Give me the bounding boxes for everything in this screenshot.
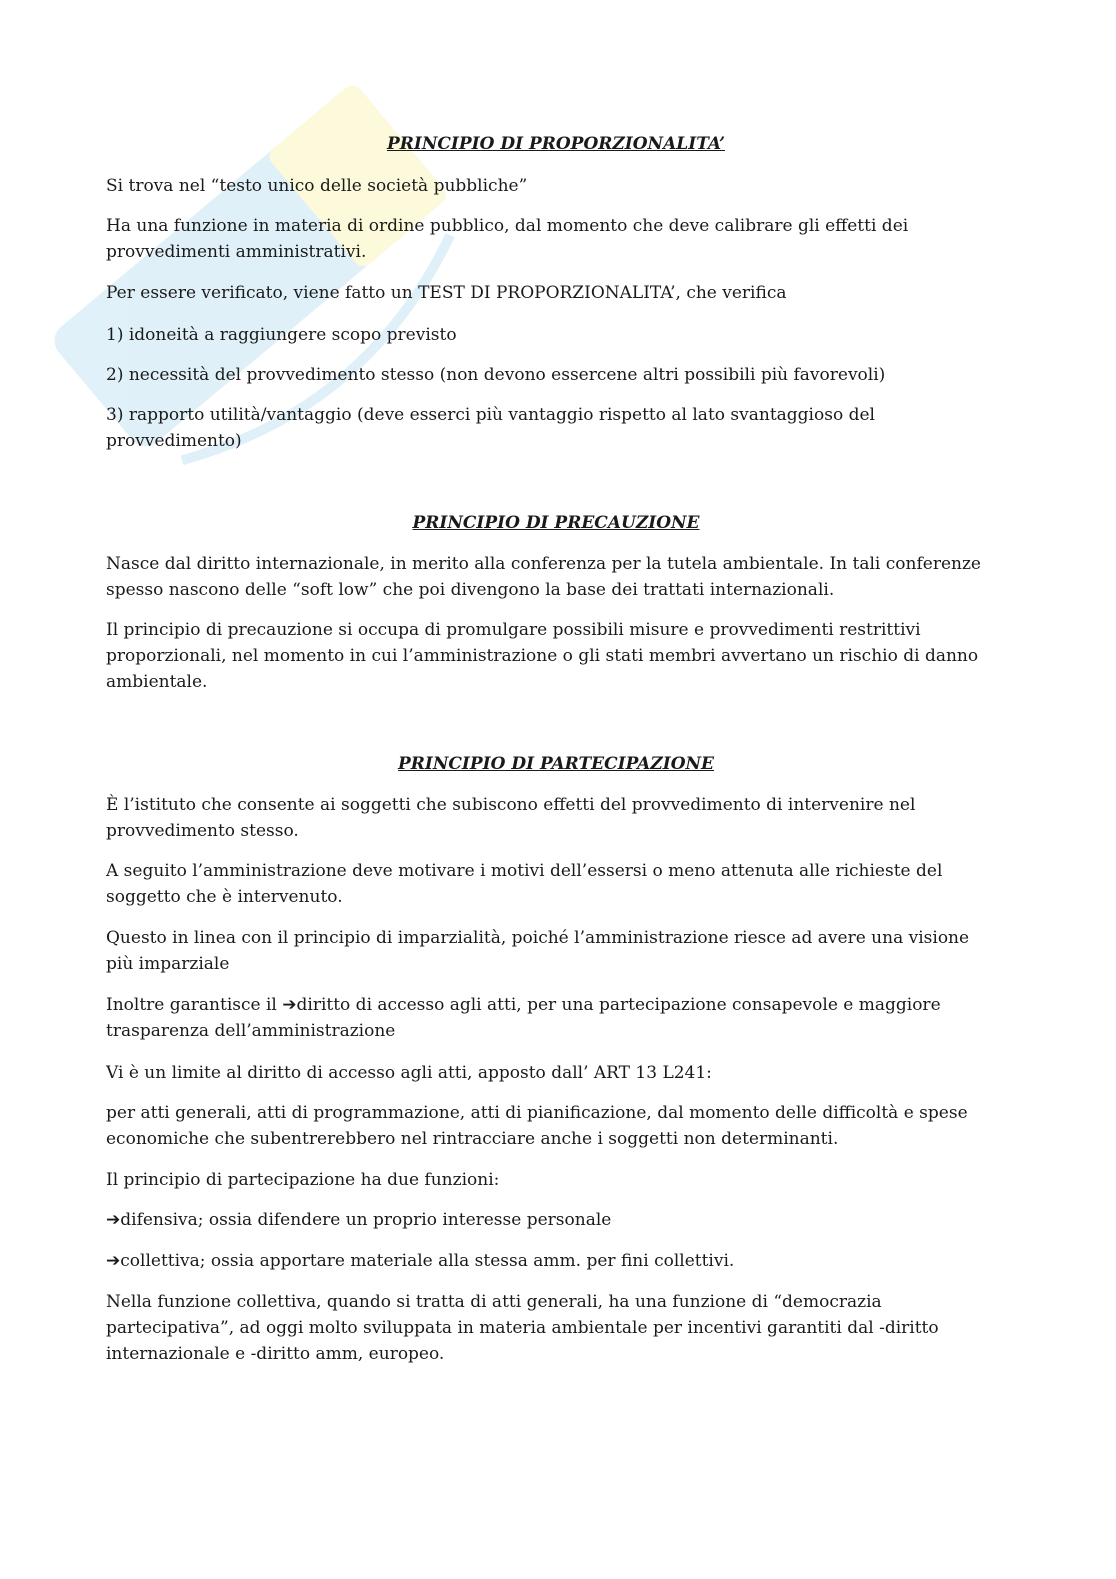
list-item bbox=[106, 1207, 1006, 1233]
list-item bbox=[106, 362, 1006, 388]
text-line: 1) idoneità a raggiungere scopo previsto bbox=[106, 325, 457, 345]
text-line: È l’istituto che consente ai soggetti che subiscono effetti del provvedimento di intervenire nel bbox=[106, 795, 916, 815]
arrow-right-icon: ➔ bbox=[106, 1251, 121, 1271]
paragraph bbox=[106, 1100, 1006, 1152]
text-line bbox=[106, 1248, 1006, 1274]
paragraph bbox=[106, 213, 1006, 265]
paragraph bbox=[106, 1167, 1006, 1193]
text-line: soggetto che è intervenuto. bbox=[106, 887, 343, 907]
paragraph bbox=[106, 792, 1006, 844]
paragraph bbox=[106, 551, 1006, 603]
list-item bbox=[106, 402, 1006, 454]
text-line: 3) rapporto utilità/vantaggio (deve esserci più vantaggio rispetto al lato svantaggioso del bbox=[106, 405, 875, 425]
arrow-right-icon: ➔ bbox=[282, 995, 297, 1015]
paragraph bbox=[106, 280, 1006, 306]
paragraph bbox=[106, 992, 1006, 1044]
paragraph bbox=[106, 858, 1006, 910]
text-line: provvedimento) bbox=[106, 431, 242, 451]
text-line: Questo in linea con il principio di imparzialità, poiché l’amministrazione riesce ad avere una visione bbox=[106, 928, 970, 948]
text-run: diritto di accesso agli atti, per una partecipazione consapevole e maggiore bbox=[296, 995, 941, 1015]
text-line: ambientale. bbox=[106, 672, 208, 692]
text-line: internazionale e -diritto amm, europeo. bbox=[106, 1344, 445, 1364]
text-run: Inoltre garantisce il bbox=[106, 995, 283, 1015]
list-item bbox=[106, 1248, 1006, 1274]
text-line: più imparziale bbox=[106, 954, 230, 974]
text-line: provvedimento stesso. bbox=[106, 821, 299, 841]
text-run: difensiva; ossia difendere un proprio interesse personale bbox=[120, 1210, 612, 1230]
section-title-precauzione: PRINCIPIO DI PRECAUZIONE bbox=[412, 513, 700, 533]
text-line: Il principio di precauzione si occupa di promulgare possibili misure e provvedimenti restrittivi bbox=[106, 620, 921, 640]
paragraph bbox=[106, 925, 1006, 977]
paragraph bbox=[106, 173, 1006, 199]
text-line: Per essere verificato, viene fatto un TEST DI PROPORZIONALITA’, che verifica bbox=[106, 283, 787, 303]
text-line: A seguito l’amministrazione deve motivare i motivi dell’essersi o meno attenuta alle richieste del bbox=[106, 861, 943, 881]
section-title-proporzionalita: PRINCIPIO DI PROPORZIONALITA’ bbox=[386, 134, 726, 154]
text-line: 2) necessità del provvedimento stesso (non devono essercene altri possibili più favorevoli) bbox=[106, 365, 886, 385]
text-line bbox=[106, 1207, 1006, 1233]
paragraph bbox=[106, 617, 1006, 695]
text-line: per atti generali, atti di programmazione, atti di pianificazione, dal momento delle difficoltà e spese bbox=[106, 1103, 968, 1123]
text-line bbox=[106, 992, 1006, 1018]
text-line: Si trova nel “testo unico delle società pubbliche” bbox=[106, 176, 528, 196]
text-line: Ha una funzione in materia di ordine pubblico, dal momento che deve calibrare gli effetti dei bbox=[106, 216, 909, 236]
text-line: economiche che subentrerebbero nel rintracciare anche i soggetti non determinanti. bbox=[106, 1129, 839, 1149]
paragraph bbox=[106, 1289, 1006, 1367]
text-line: spesso nascono delle “soft low” che poi divengono la base dei trattati internazionali. bbox=[106, 580, 835, 600]
text-line: Nasce dal diritto internazionale, in merito alla conferenza per la tutela ambientale. In tali conferenze bbox=[106, 554, 981, 574]
list-item bbox=[106, 322, 1006, 348]
text-line: Il principio di partecipazione ha due funzioni: bbox=[106, 1170, 500, 1190]
text-line: provvedimenti amministrativi. bbox=[106, 242, 367, 262]
text-line: Nella funzione collettiva, quando si tratta di atti generali, ha una funzione di “democrazia bbox=[106, 1292, 882, 1312]
text-line: trasparenza dell’amministrazione bbox=[106, 1021, 396, 1041]
section-title-partecipazione: PRINCIPIO DI PARTECIPAZIONE bbox=[397, 754, 715, 774]
text-line: Vi è un limite al diritto di accesso agli atti, apposto dall’ ART 13 L241: bbox=[106, 1063, 712, 1083]
text-line: proporzionali, nel momento in cui l’amministrazione o gli stati membri avvertano un rischio di danno bbox=[106, 646, 979, 666]
paragraph bbox=[106, 1060, 1006, 1086]
arrow-right-icon: ➔ bbox=[106, 1210, 121, 1230]
text-run: collettiva; ossia apportare materiale alla stessa amm. per fini collettivi. bbox=[120, 1251, 735, 1271]
text-line: partecipativa”, ad oggi molto sviluppata in materia ambientale per incentivi garantiti dal -diritto bbox=[106, 1318, 939, 1338]
